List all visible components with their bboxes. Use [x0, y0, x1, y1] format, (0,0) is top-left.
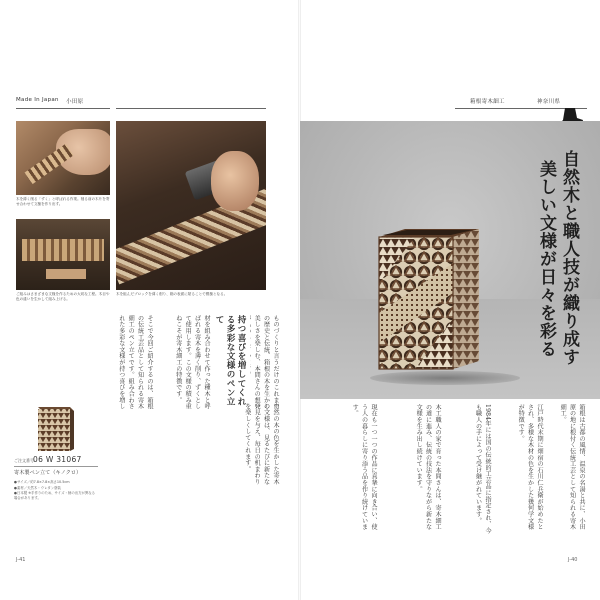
- header-series-label: Made In Japan: [16, 97, 59, 103]
- left-page: [0, 0, 299, 600]
- product-spec: ●サイズ／約7.8×7.8×高さ10.5cm: [14, 480, 70, 484]
- body-column: 箱根は古都の風情、温泉の名湯と共に、小田原の地に根付く伝統工芸として知られる寄木細工。: [559, 404, 585, 530]
- photo-caption: 木を組んだブロックを薄く削り、箱の表面に貼ることで模様となる。: [116, 292, 228, 296]
- product-rule: [14, 466, 98, 467]
- page-number: J-41: [16, 557, 26, 563]
- photo-craftsman-hand: [16, 121, 110, 195]
- body-column: 木工職人の家で育った本間さんは、寄木細工の道に進み、伝統の技法を守りながら新たな文様を生み出し続けています。: [415, 404, 441, 530]
- product-spec: ●日本製 ※手作りのため、サイズ・柄の出方が異なる場合があります。: [14, 491, 96, 500]
- page-number: J-40: [568, 557, 578, 563]
- order-number: 06 W 31067: [33, 455, 82, 464]
- header-rule: [116, 108, 266, 109]
- header-craft-label: 箱根寄木細工: [470, 99, 505, 105]
- body-column: 1984年には国の伝統的工芸品に指定され、今も職人の手によって受け継がれています。: [474, 404, 491, 534]
- product-name: 寄木製ペン立て（キノクロ）: [14, 470, 82, 476]
- body-column: そこで今回ご紹介するのは、箱根の伝統工芸品として知られる寄木細工のペン立てです。組み合わされた多彩な文様が持つ喜びを増し: [118, 315, 153, 410]
- photo-planing-marquetry: [116, 121, 266, 290]
- craftsman-hand: [211, 151, 259, 211]
- feature-title-line-2: 美しい文様が日々を彩る: [536, 160, 556, 358]
- order-number-label: ご注文番号: [14, 458, 34, 463]
- body-column: 材を組み合わせて作った種木と呼ばれる寄木を薄く削り、ずくとして使用します。この文様の積み重ねこそが寄木細工の特徴です。: [174, 315, 210, 410]
- feature-title-line-1: 自然木と職人技が織り成す: [559, 150, 579, 366]
- section-heading: 持つ喜びを増してくれる多彩な文様のペン立て: [214, 315, 246, 406]
- body-column: 江戸時代末期に畑宿の石川仁兵衛が始めたとされ、多様な木材の色を生かした幾何学文様が特徴です。: [517, 404, 543, 530]
- header-region-label: 小田原: [66, 99, 84, 105]
- body-column: 自然の木の色を生かした寄木の文様は、見るたびに新たな発見を与え、毎日の机まわりを楽しくしてくれます。: [243, 403, 279, 485]
- photo-wood-pieces: [16, 219, 110, 290]
- photo-caption: ご組みはさまざまな文様を作るための大切な工程。木目や色の違いを生かして組み上げる。: [16, 292, 110, 301]
- body-column: 現在も一つ一つの作品に真摯に向き合い、使う人の暮らしに寄り添う品を作り続けています。: [351, 404, 377, 530]
- photo-caption: 木を薄く削る「ずく」と呼ばれる作業。削る前の木片を寄せ合わせて文様を作り出す。: [16, 197, 110, 206]
- product-spec: ●素材／天然木・ウレタン塗装: [14, 486, 61, 490]
- hero-shadow: [370, 371, 520, 385]
- body-column: ものづくりと言うだけのこれまでの歴史と伝統、箱根の木を生かし美しさを楽しむ、本間さんの想い: [253, 315, 279, 410]
- pen-stand-illustration: [375, 223, 485, 373]
- product-thumbnail: [34, 401, 76, 453]
- header-prefecture-label: 神奈川県: [537, 99, 561, 105]
- header-rule: [16, 108, 110, 109]
